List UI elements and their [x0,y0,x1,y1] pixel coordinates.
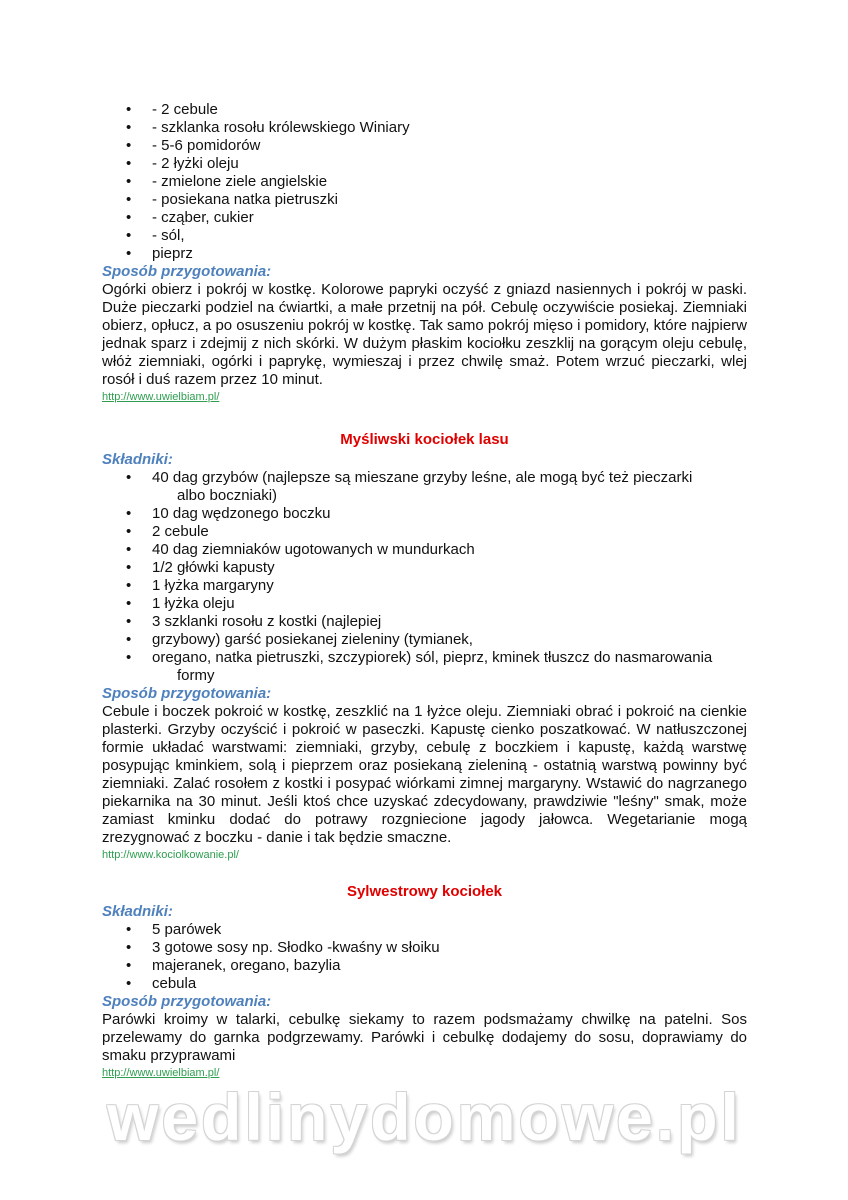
source-link-1[interactable]: http://www.uwielbiam.pl/ [102,391,220,403]
method-heading-1: Sposób przygotowania: [102,263,272,280]
bullet-icon: • [126,921,132,938]
ingredient-text-continued: albo boczniaki) [177,487,278,504]
ingredient-item [102,577,747,595]
ingredient-text: 1/2 główki kapusty [152,559,275,576]
ingredient-text: oregano, natka pietruszki, szczypiorek) sól, pieprz, kminek tłuszcz do nasmarowania [152,649,713,666]
ingredient-item [102,505,747,523]
bullet-icon: • [126,613,132,630]
ingredient-item [102,119,747,137]
bullet-icon: • [126,173,132,190]
ingredient-item [102,191,747,209]
ingredient-text: - 2 łyżki oleju [152,155,239,172]
recipe-title-3: Sylwestrowy kociołek [346,883,503,900]
ingredient-text: cebula [152,975,197,992]
ingredient-item [102,245,747,263]
bullet-icon: • [126,191,132,208]
ingredient-text: - szklanka rosołu królewskiego Winiary [152,119,410,136]
method-text-2: Cebule i boczek pokroić w kostkę, zeszklić na 1 łyżce oleju. Ziemniaki obrać i pokroić na cienkie plasterki. Grzyby oczyścić i pokroić w paseczki. Kapustę cienko poszatkować. W natłuszczonej formie układać warstwami: ziemniaki, grzyby, cebulę z boczkiem i kapustę, każdą warstwę posypując kminkiem, solą i pieprzem oraz posiekaną zieleniną - ostatnią warstwą powinny być ziemniaki. Zalać rosołem z kostki i posypać wiórkami zimnej margaryny. Wstawić do nagrzanego piekarnika na 30 minut. Jeśli ktoś chce uzyskać zdecydowany, prawdziwie "leśny" smak, może zamiast kminku dodać do potrawy rozgniecione jagody jałowca. Wegetarianie mogą zrezygnować z boczku - danie i tak będzie smaczne. [102,703,747,846]
ingredient-text: pieprz [152,245,193,262]
method-text-3: Parówki kroimy w talarki, cebulkę siekamy to razem podsmażamy chwilkę na patelni. Sos przelewamy do garnka podgrzewamy. Parówki i cebulkę dodajemy do sosu, doprawiamy do smaku przyprawami [102,1011,747,1064]
bullet-icon: • [126,649,132,666]
ingredient-item [102,101,747,119]
ingredient-item [102,209,747,227]
ingredient-text: 5 parówek [152,921,222,938]
method-text-1: Ogórki obierz i pokrój w kostkę. Kolorowe papryki oczyść z gniazd nasiennych i pokrój w paski. Duże pieczarki podziel na ćwiartki, a małe przetnij na pół. Cebulę oczywiście posiekaj. Ziemniaki obierz, opłucz, a po osuszeniu pokrój w kostkę. Tak samo pokrój mięso i pomidory, które najpierw jednak sparz i zdejmij z nich skórki. W dużym płaskim kociołku zeszklij na gorącym oleju cebulę, włóż ziemniaki, ogórki i paprykę, wymieszaj i przez chwilę smaż. Potem wrzuć pieczarki, wlej rosół i duś razem przez 10 minut. [102,281,747,388]
ingredient-text: - zmielone ziele angielskie [152,173,328,190]
ingredients-heading-3: Składniki: [102,903,173,920]
bullet-icon: • [126,137,132,154]
ingredient-item [102,559,747,577]
bullet-icon: • [126,559,132,576]
source-link-2[interactable]: http://www.kociolkowanie.pl/ [102,849,239,861]
bullet-icon: • [126,541,132,558]
document-page [102,0,747,1154]
ingredient-text: 3 szklanki rosołu z kostki (najlepiej [152,613,382,630]
ingredient-item [102,957,747,975]
bullet-icon: • [126,155,132,172]
recipe-2 [102,451,747,862]
bullet-icon: • [126,119,132,136]
ingredient-text: 1 łyżka margaryny [152,577,274,594]
bullet-icon: • [126,227,132,244]
ingredient-text: 3 gotowe sosy np. Słodko -kwaśny w słoiku [152,939,440,956]
recipe-1 [102,101,747,404]
method-heading-2: Sposób przygotowania: [102,685,272,702]
ingredient-text: grzybowy) garść posiekanej zieleniny (tymianek, [152,631,473,648]
ingredient-text: - 2 cebule [152,101,218,118]
ingredient-item [102,649,747,685]
bullet-icon: • [126,957,132,974]
ingredient-item [102,137,747,155]
ingredients-list-3 [102,921,747,993]
watermark: wedlinydomowe.pl [107,1080,742,1154]
ingredient-item [102,921,747,939]
ingredient-item [102,523,747,541]
ingredient-text: majeranek, oregano, bazylia [152,957,341,974]
ingredient-text: 40 dag ziemniaków ugotowanych w mundurkach [152,541,475,558]
ingredient-text: - cząber, cukier [152,209,254,226]
bullet-icon: • [126,631,132,648]
bullet-icon: • [126,209,132,226]
method-heading-3: Sposób przygotowania: [102,993,272,1010]
ingredient-item [102,975,747,993]
ingredient-text: - posiekana natka pietruszki [152,191,338,208]
ingredient-item [102,541,747,559]
ingredient-item [102,595,747,613]
ingredient-text-continued: formy [177,667,215,684]
ingredient-text: 1 łyżka oleju [152,595,235,612]
bullet-icon: • [126,245,132,262]
ingredients-list-1 [102,101,747,263]
bullet-icon: • [126,595,132,612]
ingredient-text: - 5-6 pomidorów [152,137,261,154]
bullet-icon: • [126,523,132,540]
ingredient-item [102,613,747,631]
ingredient-text: 10 dag wędzonego boczku [152,505,331,522]
bullet-icon: • [126,939,132,956]
bullet-icon: • [126,469,132,486]
source-link-3[interactable]: http://www.uwielbiam.pl/ [102,1067,220,1079]
bullet-icon: • [126,577,132,594]
ingredient-text: 2 cebule [152,523,209,540]
bullet-icon: • [126,505,132,522]
ingredient-item [102,155,747,173]
recipe-3 [102,903,747,1080]
ingredient-item [102,939,747,957]
ingredient-text: - sól, [152,227,185,244]
ingredient-item [102,173,747,191]
ingredient-text: 40 dag grzybów (najlepsze są mieszane grzyby leśne, ale mogą być też pieczarki [152,469,693,486]
bullet-icon: • [126,101,132,118]
ingredient-item [102,227,747,245]
ingredient-item [102,469,747,505]
ingredient-item [102,631,747,649]
ingredients-heading-2: Składniki: [102,451,173,468]
ingredients-list-2 [102,469,747,685]
recipe-title-2: Myśliwski kociołek lasu [340,431,509,448]
bullet-icon: • [126,975,132,992]
